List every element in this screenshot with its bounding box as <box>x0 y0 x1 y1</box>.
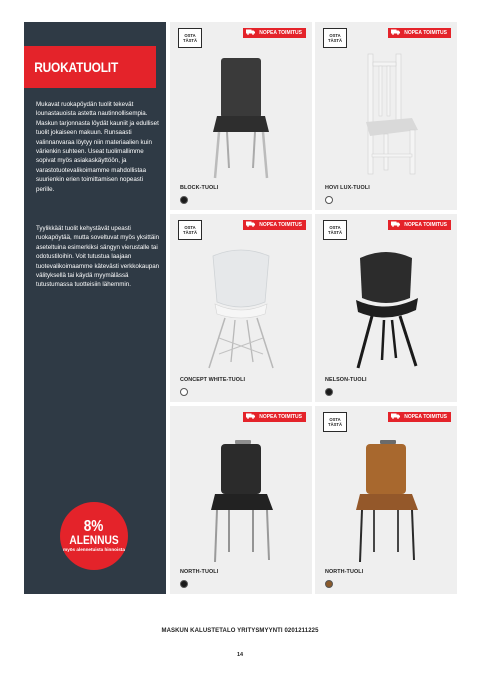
buy-here-line2: TÄSTÄ <box>328 422 342 427</box>
fast-delivery-badge <box>243 28 306 38</box>
second-paragraph: Tyylikkäät tuolit kehystävät upeasti ruokapöytää, mutta soveltuvat myös yksittäin aseteltuina esimerkiksi sängyn vierustalle tai odotustiloihin. Voit tutustua laajaan tuotevalikoimaamme kätevästi verkkokaupan välityksellä tai käydä myymälässä tutustumassa tuotteisiin lähemmin. <box>36 225 160 289</box>
product-name[interactable]: HOVI LUX-TUOLI <box>325 185 370 191</box>
product-name[interactable]: NELSON-TUOLI <box>325 377 367 383</box>
buy-here-badge[interactable] <box>323 412 347 432</box>
buy-here-line2: TÄSTÄ <box>183 230 197 235</box>
product-card[interactable] <box>315 406 457 594</box>
discount-note: myös alennetuista hinnoista <box>63 547 125 553</box>
truck-icon <box>246 221 255 229</box>
fast-delivery-badge <box>388 412 451 422</box>
color-swatch[interactable] <box>325 196 333 204</box>
fast-delivery-label: NOPEA TOIMITUS <box>404 414 447 420</box>
footer-contact: MASKUN KALUSTETALO YRITYSMYYNTI 0201211225 <box>161 628 319 634</box>
truck-icon <box>246 29 255 37</box>
sidebar-panel <box>24 22 166 594</box>
fast-delivery-label: NOPEA TOIMITUS <box>404 222 447 228</box>
discount-percent: 8% <box>84 518 104 536</box>
product-card[interactable] <box>315 214 457 402</box>
product-card[interactable] <box>170 22 312 210</box>
discount-badge <box>60 502 128 570</box>
color-swatch[interactable] <box>325 388 333 396</box>
truck-icon <box>391 29 400 37</box>
section-title-box <box>24 46 156 88</box>
section-title: RUOKATUOLIT <box>34 59 119 75</box>
color-swatch[interactable] <box>180 580 188 588</box>
fast-delivery-label: NOPEA TOIMITUS <box>259 222 302 228</box>
product-name[interactable]: NORTH-TUOLI <box>180 569 219 575</box>
buy-here-line1: OSTA <box>184 33 196 38</box>
product-card[interactable] <box>170 406 312 594</box>
buy-here-badge[interactable] <box>323 28 347 48</box>
buy-here-line2: TÄSTÄ <box>183 38 197 43</box>
truck-icon <box>391 221 400 229</box>
product-card[interactable] <box>170 214 312 402</box>
product-card[interactable] <box>315 22 457 210</box>
truck-icon <box>246 413 255 421</box>
fast-delivery-label: NOPEA TOIMITUS <box>259 30 302 36</box>
product-name[interactable]: CONCEPT WHITE-TUOLI <box>180 377 246 383</box>
buy-here-badge[interactable] <box>178 220 202 240</box>
fast-delivery-label: NOPEA TOIMITUS <box>404 30 447 36</box>
discount-label: ALENNUS <box>69 533 119 548</box>
product-name[interactable]: BLOCK-TUOLI <box>180 185 219 191</box>
buy-here-line2: TÄSTÄ <box>328 38 342 43</box>
fast-delivery-label: NOPEA TOIMITUS <box>259 414 302 420</box>
fast-delivery-badge <box>243 412 306 422</box>
buy-here-line1: OSTA <box>329 417 341 422</box>
product-name[interactable]: NORTH-TUOLI <box>325 569 364 575</box>
buy-here-badge[interactable] <box>178 28 202 48</box>
fast-delivery-badge <box>388 28 451 38</box>
fast-delivery-badge <box>243 220 306 230</box>
color-swatch[interactable] <box>180 388 188 396</box>
intro-paragraph: Mukavat ruokapöydän tuolit tekevät lounastauoista astetta nautinnollisempia. Maskun tarjonnasta löydät kauniit ja edulliset tuolit jokaiseen makuun. Runsaasti valinnanvaraa löytyy niin materiaalien kuin värienkin suhteen. Useat tuolimallimme sopivat myös asiakaskäyttöön, ja varastotuotevalikoimamme mahdollistaa suurienkin erien toimittamisen nopeasti perille. <box>36 101 159 193</box>
fast-delivery-badge <box>388 220 451 230</box>
truck-icon <box>391 413 400 421</box>
color-swatch[interactable] <box>180 196 188 204</box>
color-swatch[interactable] <box>325 580 333 588</box>
buy-here-line1: OSTA <box>329 225 341 230</box>
buy-here-line1: OSTA <box>184 225 196 230</box>
buy-here-line2: TÄSTÄ <box>328 230 342 235</box>
buy-here-line1: OSTA <box>329 33 341 38</box>
page-number: 14 <box>236 652 244 658</box>
buy-here-badge[interactable] <box>323 220 347 240</box>
